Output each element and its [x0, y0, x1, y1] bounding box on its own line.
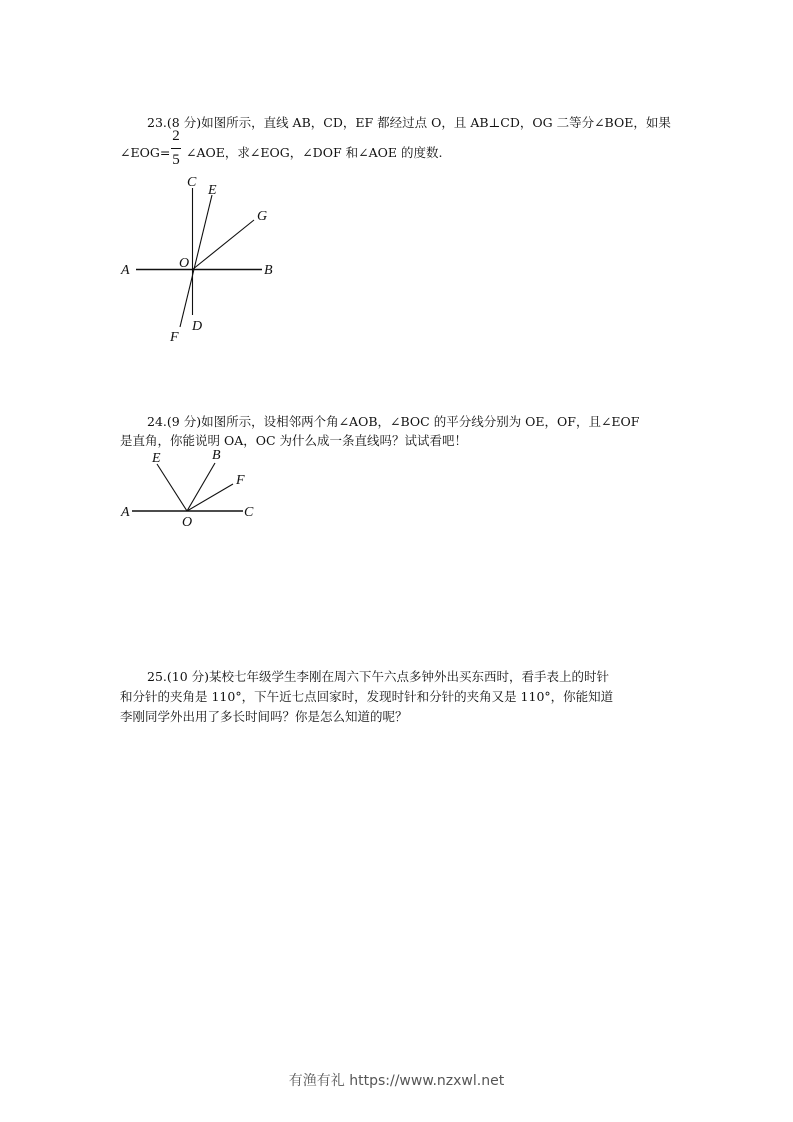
- ray-oe: [157, 464, 187, 511]
- diagram-q23: [136, 188, 262, 327]
- label-c: C: [187, 175, 197, 190]
- ray-of: [187, 484, 233, 511]
- q24-text-2: 是直角，你能说明 OA，OC 为什么成一条直线吗？试试看吧！: [120, 433, 468, 448]
- q25-points: (10 分): [166, 669, 210, 684]
- ray-og: [193, 220, 255, 270]
- q25-number: 25.: [147, 669, 167, 684]
- q24-number: 24.: [147, 414, 167, 429]
- label-g: G: [257, 209, 268, 224]
- q23-number: 23.: [147, 115, 167, 130]
- diagram-q24: [132, 463, 243, 511]
- label-e: E: [152, 451, 161, 466]
- label-b: B: [264, 263, 273, 278]
- label-e: E: [208, 183, 217, 198]
- q24-line-1: [147, 414, 639, 430]
- label-o: O: [182, 515, 193, 530]
- label-b: B: [212, 448, 221, 463]
- footer-watermark: 有渔有礼 https://www.nzxwl.net: [288, 1073, 505, 1089]
- q24-line-2: [120, 433, 467, 449]
- ray-ob: [187, 463, 215, 511]
- label-f: F: [236, 473, 245, 488]
- q23-text-3: ∠AOE，求∠EOG，∠DOF 和∠AOE 的度数.: [186, 145, 443, 160]
- q25-line-2: [120, 689, 613, 705]
- label-a: A: [121, 263, 130, 278]
- q23-text-2: ∠EOG=: [120, 145, 171, 160]
- label-a: A: [121, 505, 130, 520]
- q25-line-3: [120, 709, 408, 725]
- q24-text-1: 如图所示，设相邻两个角∠AOB，∠BOC 的平分线分别为 OE，OF，且∠EOF: [201, 414, 640, 429]
- q25-line-1: [147, 669, 609, 685]
- fraction-numerator: 2: [172, 128, 180, 144]
- q25-text-1: 某校七年级学生李刚在周六下午六点多钟外出买东西时，看手表上的时针: [209, 669, 610, 684]
- label-f: F: [170, 330, 179, 345]
- fraction-denominator: 5: [172, 152, 180, 168]
- diagram-q24-labels: [120, 448, 254, 530]
- q24-points: (9 分): [166, 414, 202, 429]
- q23-points: (8 分): [166, 115, 202, 130]
- q23-text-1: 如图所示，直线 AB，CD，EF 都经过点 O，且 AB⊥CD，OG 二等分∠BOE，如果: [201, 115, 671, 130]
- label-c: C: [244, 505, 254, 520]
- label-d: D: [192, 319, 203, 334]
- label-o: O: [179, 256, 190, 271]
- q25-text-2: 和分针的夹角是 110°，下午近七点回家时，发现时针和分针的夹角又是 110°，你能知道: [120, 689, 614, 704]
- q25-text-3: 李刚同学外出用了多长时间吗？你是怎么知道的呢？: [120, 709, 408, 724]
